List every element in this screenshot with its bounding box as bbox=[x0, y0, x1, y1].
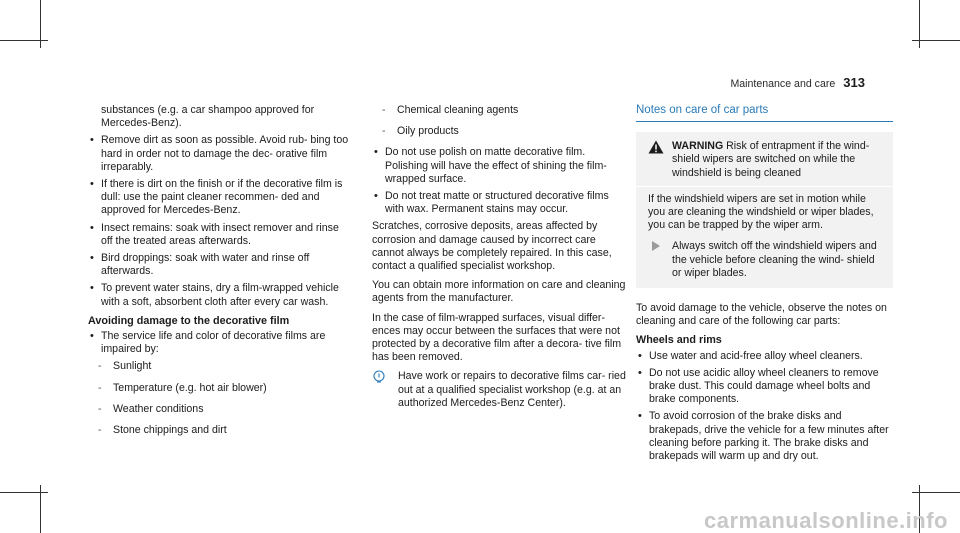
sub-list-item: - Chemical cleaning agents bbox=[372, 104, 626, 117]
watermark: carmanualsonline.info bbox=[704, 507, 948, 533]
crop-mark bbox=[912, 40, 960, 41]
warning-action-text: Always switch off the windshield wipers and the vehicle before cleaning the wind- shield or wiper blades. bbox=[672, 240, 877, 279]
crop-mark bbox=[0, 492, 48, 493]
sub-list-item: - Oily products bbox=[372, 125, 626, 138]
list-item: • The service life and color of decorative films are impaired by: bbox=[88, 330, 350, 356]
note-text: Have work or repairs to decorative films car- ried out at a qualified specialist workshop (e.g. at an authorized Mercedes-Benz Center). bbox=[398, 370, 626, 409]
info-bulb-icon bbox=[372, 370, 386, 384]
section-title: Maintenance and care bbox=[730, 78, 836, 90]
paragraph: To avoid damage to the vehicle, observe the notes on cleaning and care of the following car parts: bbox=[636, 302, 887, 328]
sub-list-item: - Temperature (e.g. hot air blower) bbox=[88, 382, 350, 395]
list-item: • To prevent water stains, dry a film-wrapped vehicle with a soft, absorbent cloth after every car wash. bbox=[88, 282, 350, 308]
column-3 bbox=[636, 104, 893, 467]
section-title-notes: Notes on care of car parts bbox=[636, 104, 893, 122]
list-item: • Do not use polish on matte decorative film. Polishing will have the effect of shining the film-wrapped surface. bbox=[372, 146, 626, 186]
crop-mark bbox=[912, 492, 960, 493]
warning-label: WARNING bbox=[672, 140, 724, 153]
warning-body: If the windshield wipers are set in motion while you are cleaning the windshield or wiper blades, you can be trapped by the wiper arm. bbox=[648, 192, 874, 232]
list-item: • Bird droppings: soak with water and rinse off afterwards. bbox=[88, 252, 350, 278]
warning-box bbox=[636, 132, 893, 288]
list-item: • If there is dirt on the finish or if the decorative film is dull: use the paint cleaner recommen- ded and approved for Mercedes-Benz. bbox=[88, 178, 350, 218]
sub-list-item: - Stone chippings and dirt bbox=[88, 424, 350, 437]
section-heading: Wheels and rims bbox=[636, 334, 722, 347]
sub-list-item: - Weather conditions bbox=[88, 403, 350, 416]
play-arrow-icon bbox=[652, 241, 660, 251]
paragraph: In the case of film-wrapped surfaces, visual differ- ences may occur between the surfaces that were not protected by a decorative film after a decora- tive film has been removed. bbox=[372, 311, 622, 364]
column-2 bbox=[372, 104, 626, 410]
sub-list-item: - Sunlight bbox=[88, 360, 350, 373]
column-1 bbox=[88, 104, 350, 445]
note-block bbox=[372, 370, 626, 410]
page-number: 313 bbox=[843, 75, 865, 90]
list-item: • To avoid corrosion of the brake disks and brakepads, drive the vehicle for a few minutes after cleaning before parking it. The brake disks and brakepads will warm up and dry out. bbox=[636, 410, 893, 463]
warning-header bbox=[648, 140, 881, 180]
divider bbox=[636, 186, 893, 187]
list-item: • Do not use acidic alloy wheel cleaners to remove brake dust. This could damage wheel bolts and brake components. bbox=[636, 367, 893, 407]
warning-triangle-icon bbox=[648, 140, 664, 154]
paragraph: You can obtain more information on care and cleaning agents from the manufacturer. bbox=[372, 279, 626, 305]
list-item: • Insect remains: soak with insect remover and rinse off the treated areas afterwards. bbox=[88, 222, 350, 248]
crop-mark bbox=[0, 40, 48, 41]
paragraph: Scratches, corrosive deposits, areas affected by corrosion and damage caused by incorrect care cannot always be completely repaired. In this case, contact a qualified specialist workshop. bbox=[372, 220, 612, 273]
section-heading: Avoiding damage to the decorative film bbox=[88, 314, 290, 327]
warning-text: Risk of entrapment if the wind- shield wipers are switched on while the windshield is being cleaned bbox=[672, 140, 870, 179]
page-header bbox=[730, 76, 865, 91]
intro-text: substances (e.g. a car shampoo approved for Mercedes-Benz). bbox=[101, 104, 315, 130]
list-item: • Remove dirt as soon as possible. Avoid rub- bing too hard in order not to damage the dec- orative film irreparably. bbox=[88, 134, 350, 174]
list-item: • Use water and acid-free alloy wheel cleaners. bbox=[636, 350, 893, 363]
warning-action bbox=[648, 240, 881, 280]
list-item: • Do not treat matte or structured decorative films with wax. Permanent stains may occur. bbox=[372, 190, 626, 216]
